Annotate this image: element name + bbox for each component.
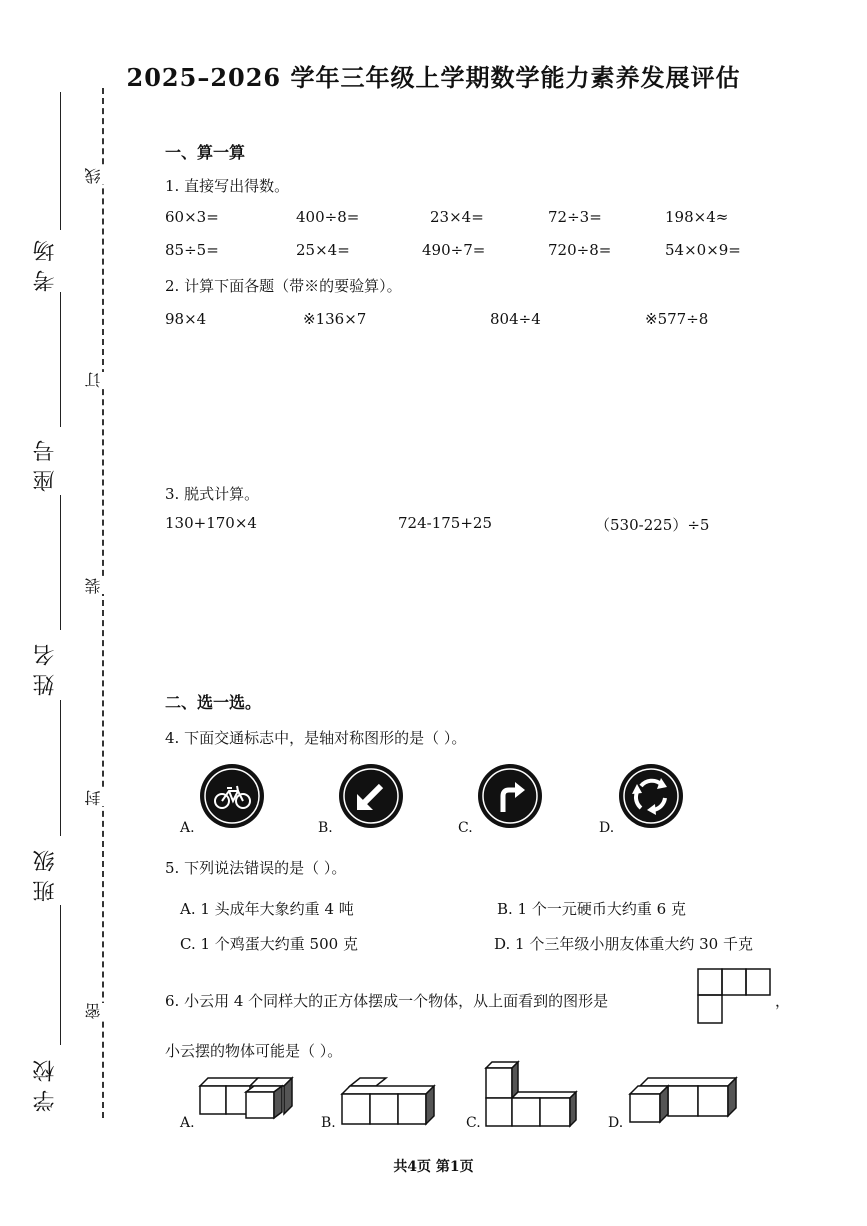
page-title: 2025–2026 学年三年级上学期数学能力素养发展评估: [126, 63, 741, 92]
q5-option-c: C. 1 个鸡蛋大约重 500 克: [180, 935, 358, 953]
bicycle-sign-icon: [200, 764, 264, 828]
q2-item: 804÷4: [490, 310, 541, 328]
q1-item: 54×0×9=: [665, 241, 741, 259]
q6-option-a-label: A.: [180, 1115, 195, 1131]
q2-item: 98×4: [165, 310, 207, 328]
q1-item: 25×4=: [296, 241, 350, 259]
roundabout-sign-icon: [619, 764, 683, 828]
q1-item: 198×4≈: [665, 208, 729, 226]
q4-option-c-label: C.: [458, 820, 473, 836]
q6-prompt: 6. 小云用 4 个同样大的正方体摆成一个物体，从上面看到的图形是: [165, 992, 609, 1010]
seat-number-line: [60, 292, 61, 427]
section1-heading: 一、算一算: [165, 143, 246, 162]
q5-option-d: D. 1 个三年级小朋友体重大约 30 千克: [494, 935, 753, 953]
section2-heading: 二、选一选。: [165, 693, 262, 712]
q1-item: 400÷8=: [296, 208, 360, 226]
q2-item: ※136×7: [303, 310, 367, 328]
q5-option-a: A. 1 头成年大象约重 4 吨: [180, 900, 354, 918]
cut-mark-mi: 密: [84, 1003, 103, 1019]
q6-option-b-label: B.: [321, 1115, 336, 1131]
sidebar-label-name: 姓名: [33, 636, 58, 696]
q3-item: 724-175+25: [398, 514, 492, 532]
q1-item: 490÷7=: [422, 241, 486, 259]
q6-option-c-label: C.: [466, 1115, 481, 1131]
q5-prompt: 5. 下列说法错误的是（ ）。: [165, 859, 347, 877]
q1-item: 85÷5=: [165, 241, 219, 259]
q1-prompt: 1. 直接写出得数。: [165, 177, 290, 195]
q6-option-d-label: D.: [608, 1115, 624, 1131]
cut-mark-xian: 线: [84, 168, 103, 184]
q1-item: 60×3=: [165, 208, 219, 226]
school-line: [60, 905, 61, 1045]
q6-option-d-figure: [626, 1074, 738, 1128]
turn-right-arrow-sign-icon: [478, 764, 542, 828]
sidebar-label-class: 班级: [33, 842, 58, 902]
q4-option-d-label: D.: [599, 820, 615, 836]
q4-prompt: 4. 下面交通标志中，是轴对称图形的是（ ）。: [165, 729, 467, 747]
q1-item: 23×4=: [430, 208, 484, 226]
q6-option-b-figure: [338, 1074, 438, 1132]
top-view-figure: [697, 968, 773, 1030]
q3-prompt: 3. 脱式计算。: [165, 485, 260, 503]
q6-option-a-figure: [198, 1074, 294, 1124]
q1-item: 72÷3=: [548, 208, 602, 226]
binding-dashed-line: [102, 88, 104, 1118]
down-left-arrow-sign-icon: [339, 764, 403, 828]
sidebar-label-exam-room: 考场: [33, 232, 58, 292]
cut-mark-feng: 封: [84, 790, 103, 806]
page-footer: 共4页 第1页: [393, 1159, 474, 1175]
q1-item: 720÷8=: [548, 241, 612, 259]
q2-item: ※577÷8: [645, 310, 709, 328]
sidebar-label-seat-number: 座号: [33, 432, 58, 492]
exam-room-line: [60, 92, 61, 230]
q3-item: （530-225）÷5: [595, 516, 710, 534]
q6-prompt-line2: 小云摆的物体可能是（ ）。: [165, 1042, 343, 1060]
q2-prompt: 2. 计算下面各题（带※的要验算）。: [165, 277, 402, 295]
name-line: [60, 495, 61, 630]
sidebar-label-school: 学校: [33, 1052, 58, 1112]
class-line: [60, 700, 61, 836]
q6-prompt-comma: ，: [775, 992, 791, 1010]
cut-mark-ding: 订: [84, 372, 103, 388]
q5-option-b: B. 1 个一元硬币大约重 6 克: [497, 900, 686, 918]
cut-mark-zhuang: 装: [84, 578, 103, 594]
q3-item: 130+170×4: [165, 514, 257, 532]
q4-option-a-label: A.: [180, 820, 195, 836]
q6-option-c-figure: [484, 1060, 578, 1134]
q4-option-b-label: B.: [318, 820, 333, 836]
